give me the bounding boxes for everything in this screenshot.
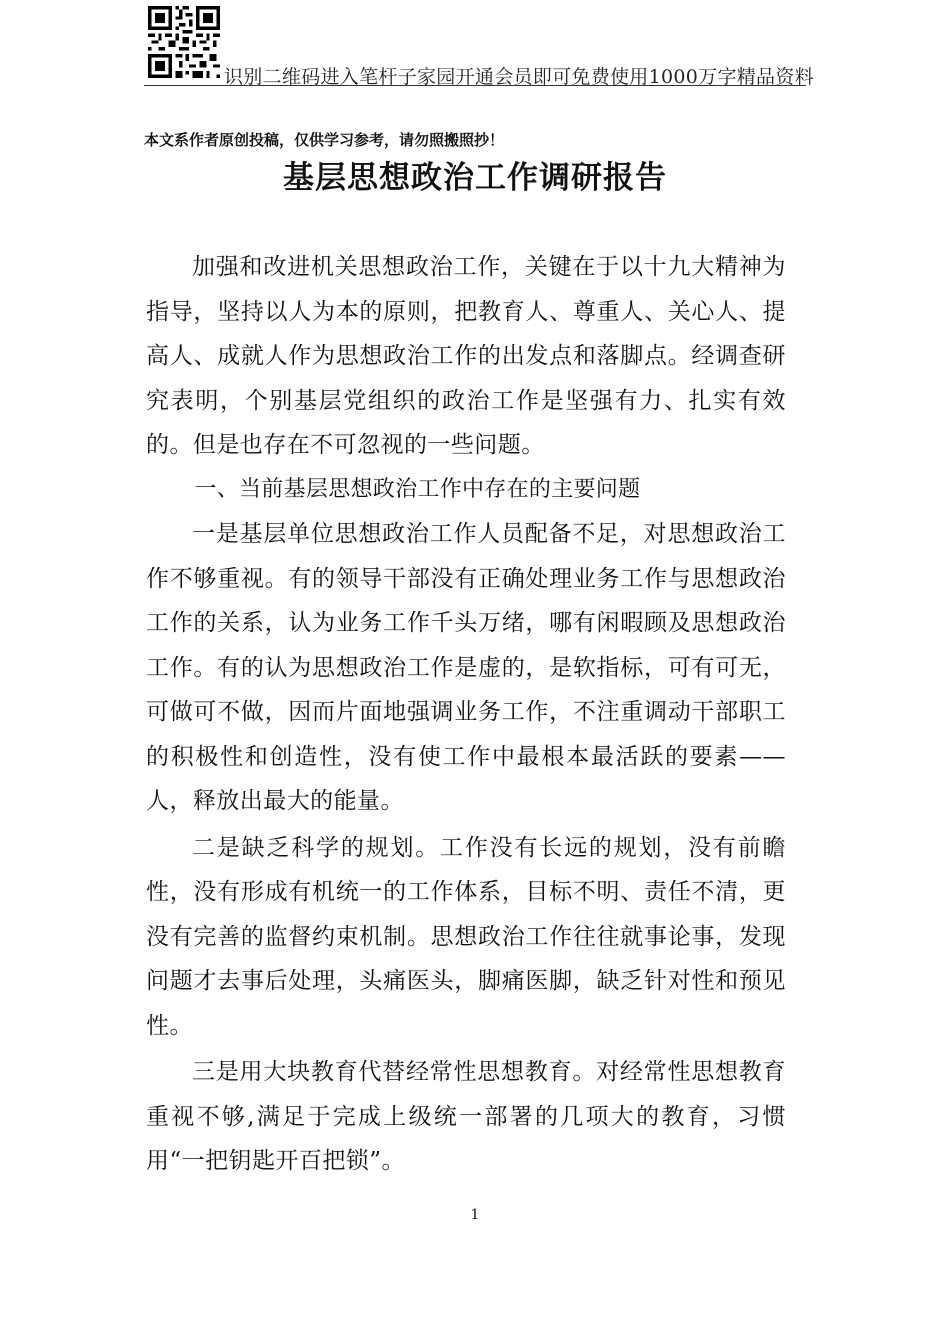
page-number: 1 <box>470 1207 480 1223</box>
document-body <box>146 245 786 1184</box>
header-promo-text: 识别二维码进入笔杆子家园开通会员即可免费使用1000万字精品资料 <box>224 66 814 88</box>
document-title: 基层思想政治工作调研报告 <box>283 160 667 196</box>
section-heading: 一、当前基层思想政治工作中存在的主要问题 <box>194 476 641 502</box>
body-paragraph-3: 三是用大块教育代替经常性思想教育。对经常性思想教育重视不够,满足于完成上级统一部署的几项大的教育，习惯用“一把钥匙开百把锁”。 <box>146 1059 786 1174</box>
body-paragraph-2: 二是缺乏科学的规划。工作没有长远的规划，没有前瞻性，没有形成有机统一的工作体系，目标不明、责任不清，更没有完善的监督约束机制。思想政治工作往往就事论事，发现问题才去事后处理，头痛医头，脚痛医脚，缺乏针对性和预见性。 <box>146 834 786 1039</box>
header-divider <box>144 85 806 86</box>
qr-code-icon <box>148 6 220 78</box>
intro-paragraph: 加强和改进机关思想政治工作，关键在于以十九大精神为指导，坚持以人为本的原则，把教育人、尊重人、关心人、提高人、成就人作为思想政治工作的出发点和落脚点。经调查研究表明，个别基层党组织的政治工作是坚强有力、扎实有效的。但是也存在不可忽视的一些问题。 <box>146 254 786 458</box>
copyright-notice: 本文系作者原创投稿，仅供学习参考，请勿照搬照抄！ <box>144 131 505 149</box>
body-paragraph-1: 一是基层单位思想政治工作人员配备不足，对思想政治工作不够重视。有的领导干部没有正确处理业务工作与思想政治工作的关系，认为业务工作千头万绪，哪有闲暇顾及思想政治工作。有的认为思想政治工作是虚的，是软指标，可有可无，可做可不做，因而片面地强调业务工作，不注重调动干部职工的积极性和创造性，没有使工作中最根本最活跃的要素——人，释放出最大的能量。 <box>146 521 786 814</box>
